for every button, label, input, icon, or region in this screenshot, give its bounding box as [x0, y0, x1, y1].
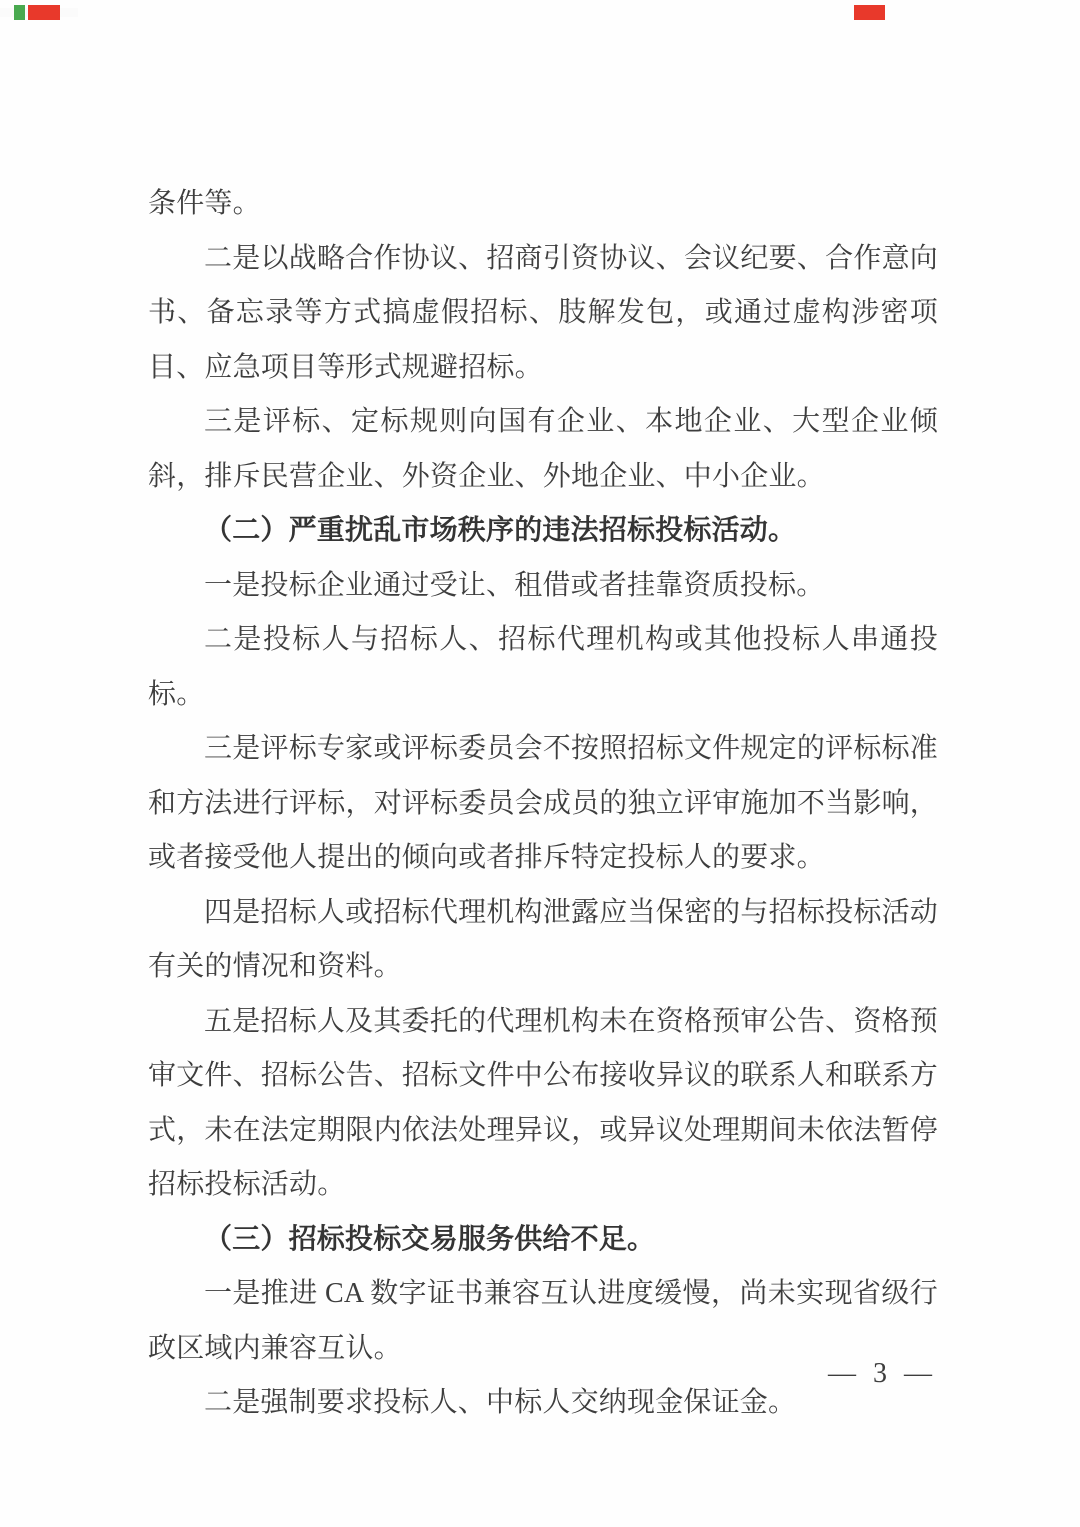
paragraph: 四是招标人或招标代理机构泄露应当保密的与招标投标活动有关的情况和资料。 — [148, 896, 938, 982]
paragraph: （二）严重扰乱市场秩序的违法招标投标活动。 — [204, 515, 797, 546]
corner-artifact-red-right — [854, 5, 885, 20]
corner-artifact-red-left — [28, 5, 60, 20]
paragraph: 一是投标企业通过受让、租借或者挂靠资质投标。 — [204, 569, 825, 601]
paragraph: 三是评标专家或评标委员会不按照招标文件规定的评标标准和方法进行评标，对评标委员会成员的独立评审施加不当影响，或者接受他人提出的倾向或者排斥特定投标人的要求。 — [148, 733, 938, 873]
paragraph: 三是评标、定标规则向国有企业、本地企业、大型企业倾斜，排斥民营企业、外资企业、外地企业、中小企业。 — [148, 406, 938, 492]
document-body — [148, 177, 938, 1431]
paragraph: 一是推进 CA 数字证书兼容互认进度缓慢，尚未实现省级行政区域内兼容互认。 — [148, 1278, 938, 1364]
paragraph: 二是投标人与招标人、招标代理机构或其他投标人串通投标。 — [148, 624, 938, 710]
corner-artifact-green-left — [14, 5, 25, 20]
paragraph: 五是招标人及其委托的代理机构未在资格预审公告、资格预审文件、招标公告、招标文件中公布接收异议的联系人和联系方式，未在法定期限内依法处理异议，或异议处理期间未依法暂停招标投标活动。 — [148, 1005, 938, 1200]
paragraph: 二是强制要求投标人、中标人交纳现金保证金。 — [204, 1387, 797, 1418]
page-number: — 3 — — [828, 1358, 937, 1389]
paragraph: 二是以战略合作协议、招商引资协议、会议纪要、合作意向书、备忘录等方式搞虚假招标、肢解发包，或通过虚构涉密项目、应急项目等形式规避招标。 — [148, 242, 938, 383]
paragraph: 条件等。 — [148, 188, 261, 219]
paragraph: （三）招标投标交易服务供给不足。 — [204, 1223, 656, 1255]
